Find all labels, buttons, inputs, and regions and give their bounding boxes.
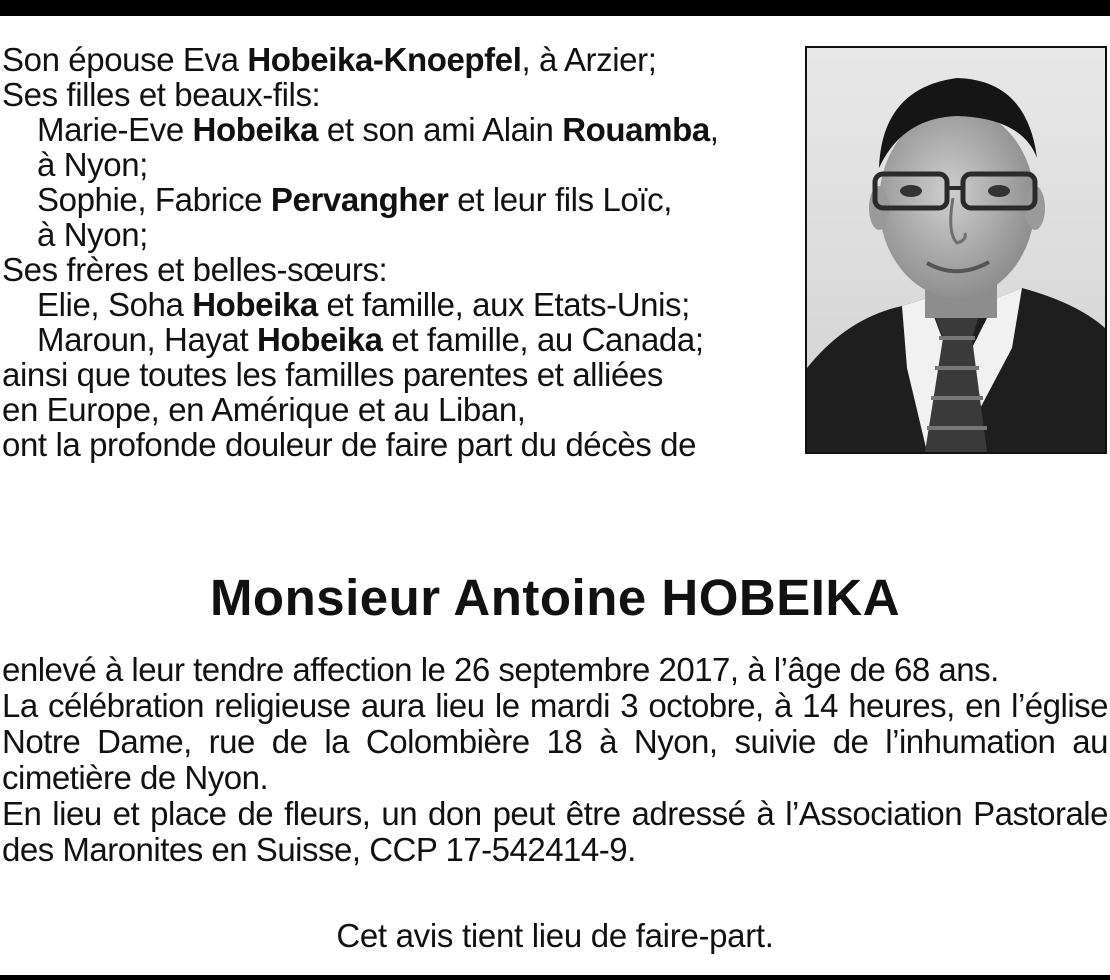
ceremony-details bbox=[2, 652, 1108, 868]
portrait-illustration bbox=[807, 48, 1105, 452]
daughter1-partner: et son ami Alain bbox=[318, 111, 563, 148]
daughter2-son: et leur fils Loïc, bbox=[448, 181, 672, 218]
daughter2-surname: Pervangher bbox=[270, 181, 449, 218]
daughter2-name: Sophie, Fabrice bbox=[37, 181, 271, 218]
brother1-surname: Hobeika bbox=[192, 286, 318, 323]
daughters-heading: Ses filles et beaux-fils: bbox=[2, 76, 321, 113]
brother2-name: Maroun, Hayat bbox=[37, 321, 258, 358]
details-line-4: cimetière de Nyon. bbox=[2, 759, 269, 796]
brother1-place: et famille, aux Etats-Unis; bbox=[317, 286, 690, 323]
daughter1-line bbox=[2, 112, 792, 147]
daughter2-place: à Nyon; bbox=[37, 216, 148, 253]
brother2-place: et famille, au Canada; bbox=[382, 321, 704, 358]
brothers-heading: Ses frères et belles-sœurs: bbox=[2, 251, 388, 288]
closing-note: Cet avis tient lieu de faire-part. bbox=[336, 917, 774, 954]
relatives-line-2: en Europe, en Amérique et au Liban, bbox=[2, 391, 526, 428]
daughter1-punct: , bbox=[709, 111, 719, 148]
spouse-line bbox=[2, 42, 792, 77]
daughter1-partner-surname: Rouamba bbox=[562, 111, 710, 148]
spouse-place: , à Arzier; bbox=[521, 41, 657, 78]
details-line-6: des Maronites en Suisse, CCP 17-542414-9. bbox=[2, 831, 636, 868]
spouse-surname: Hobeika-Knoepfel bbox=[247, 41, 522, 78]
details-line-3: Notre Dame, rue de la Colombière 18 à Nyon, suivie de l’inhumation au bbox=[2, 723, 1108, 760]
spouse-text: Son épouse Eva bbox=[2, 41, 248, 78]
brother1-line bbox=[2, 287, 792, 322]
brother2-line bbox=[2, 322, 792, 357]
family-list bbox=[2, 42, 792, 462]
daughter2-line bbox=[2, 182, 792, 217]
details-line-1: enlevé à leur tendre affection le 26 septembre 2017, à l’âge de 68 ans. bbox=[2, 651, 999, 688]
daughter1-place: à Nyon; bbox=[37, 146, 148, 183]
announcement-line: ont la profonde douleur de faire part du décès de bbox=[2, 426, 697, 463]
details-line-2: La célébration religieuse aura lieu le mardi 3 octobre, à 14 heures, en l’église bbox=[2, 687, 1108, 724]
top-rule bbox=[0, 0, 1110, 16]
portrait-photo bbox=[805, 46, 1107, 454]
brother2-surname: Hobeika bbox=[257, 321, 383, 358]
relatives-line-1: ainsi que toutes les familles parentes et alliées bbox=[2, 356, 663, 393]
deceased-name: Monsieur Antoine HOBEIKA bbox=[209, 569, 901, 626]
details-line-5: En lieu et place de fleurs, un don peut être adressé à l’Association Pastorale bbox=[2, 795, 1108, 832]
daughter1-surname: Hobeika bbox=[192, 111, 319, 148]
bottom-rule bbox=[0, 975, 1110, 980]
brother1-name: Elie, Soha bbox=[37, 286, 193, 323]
daughter1-name: Marie-Eve bbox=[37, 111, 193, 148]
